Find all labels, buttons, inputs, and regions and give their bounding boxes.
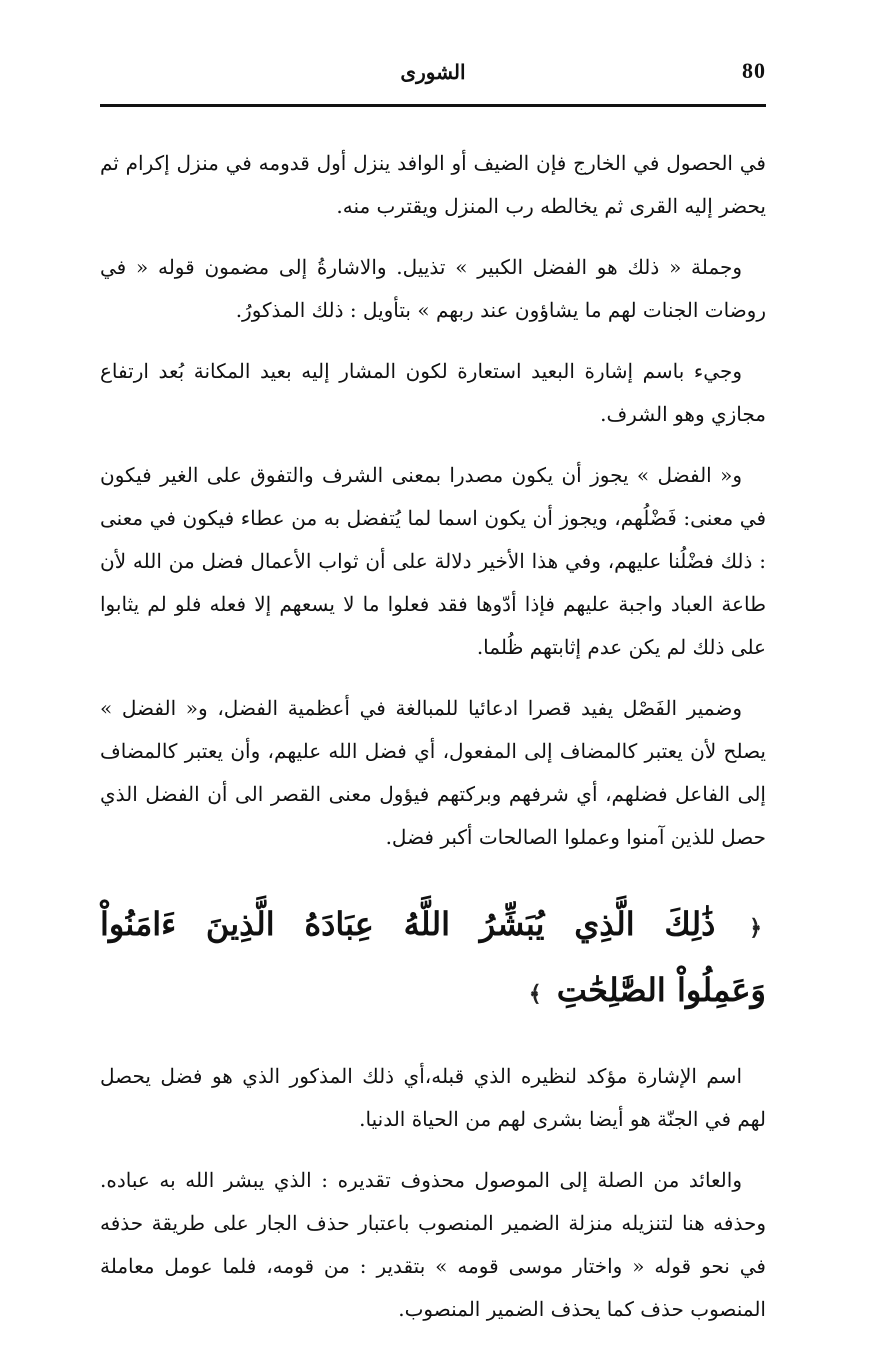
verse-close-ornament: ﴾ bbox=[528, 981, 542, 1007]
paragraph: وضمير الفَصْل يفيد قصرا ادعائيا للمبالغة في أعظمية الفضل، و« الفضل » يصلح لأن يعتبر كالمضاف إلى المفعول، أي فضل الله عليهم، وأن يعتبر كالمضاف إلى الفاعل فضلهم، أي شرفهم وبركتهم فيؤول معنى القصر الى أن الفضل الذي حصل للذين آمنوا وعملوا الصالحات أكبر فضل. bbox=[100, 696, 766, 849]
verse-line-2: وَعَمِلُواْ الصَّٰلِحَٰتِ bbox=[556, 971, 766, 1009]
page-number: 80 bbox=[742, 58, 766, 83]
body-text bbox=[100, 142, 766, 1349]
running-head bbox=[100, 58, 766, 98]
paragraph: وجيء باسم إشارة البعيد استعارة لكون المشار إليه بعيد المكانة بُعد ارتفاع مجازي وهو الشرف. bbox=[100, 359, 766, 426]
section-title: الشورى bbox=[400, 60, 466, 84]
paragraph: و« الفضل » يجوز أن يكون مصدرا بمعنى الشرف والتفوق على الغير فيكون في معنى: فَضْلُهم، ويجوز أن يكون اسما لما يُتفضل به من عطاء فيكون في معنى : ذلك فضْلُنا عليهم، وفي هذا الأخير دلالة على أن ثواب الأعمال فضل من الله لأن طاعة العباد واجبة عليهم فإذا أدّوها فقد فعلوا ما لا يسعهم إلا فعله فلو لم يثابوا على ذلك لم يكن عدم إثابتهم ظُلما. bbox=[100, 463, 766, 659]
paragraph: والعائد من الصلة إلى الموصول محذوف تقديره : الذي يبشر الله به عباده. وحذفه هنا لتنزيله منزلة الضمير المنصوب باعتبار حذف الجار على طريقة حذفه في نحو قوله « واختار موسى قومه » بتقدير : من قومه، فلما عومل معاملة المنصوب حذف كما يحذف الضمير المنصوب. bbox=[100, 1168, 766, 1321]
paragraph: في الحصول في الخارج فإن الضيف أو الوافد ينزل أول قدومه في منزل إكرام ثم يحضر إليه القرى ثم يخالطه رب المنزل ويقترب منه. bbox=[100, 151, 766, 218]
paragraph: اسم الإشارة مؤكد لنظيره الذي قبله،أي ذلك المذكور الذي هو فضل يحصل لهم في الجنّة هو أيضا بشرى لهم من الحياة الدنيا. bbox=[100, 1064, 766, 1131]
verse-line-2-wrap bbox=[100, 959, 766, 1025]
paragraph: وجملة « ذلك هو الفضل الكبير » تذييل. والاشارةُ إلى مضمون قوله « في روضات الجنات لهم ما يشاؤون عند ربهم » بتأويل : ذلك المذكورُ. bbox=[100, 255, 766, 322]
verse-open-ornament: ﴿ bbox=[749, 915, 763, 941]
quran-verse bbox=[100, 893, 766, 1025]
verse-line-1: ذَٰلِكَ الَّذِي يُبَشِّرُ اللَّهُ عِبَادَهُ الَّذِينَ ءَامَنُواْ bbox=[100, 905, 716, 943]
header-rule bbox=[100, 104, 766, 107]
